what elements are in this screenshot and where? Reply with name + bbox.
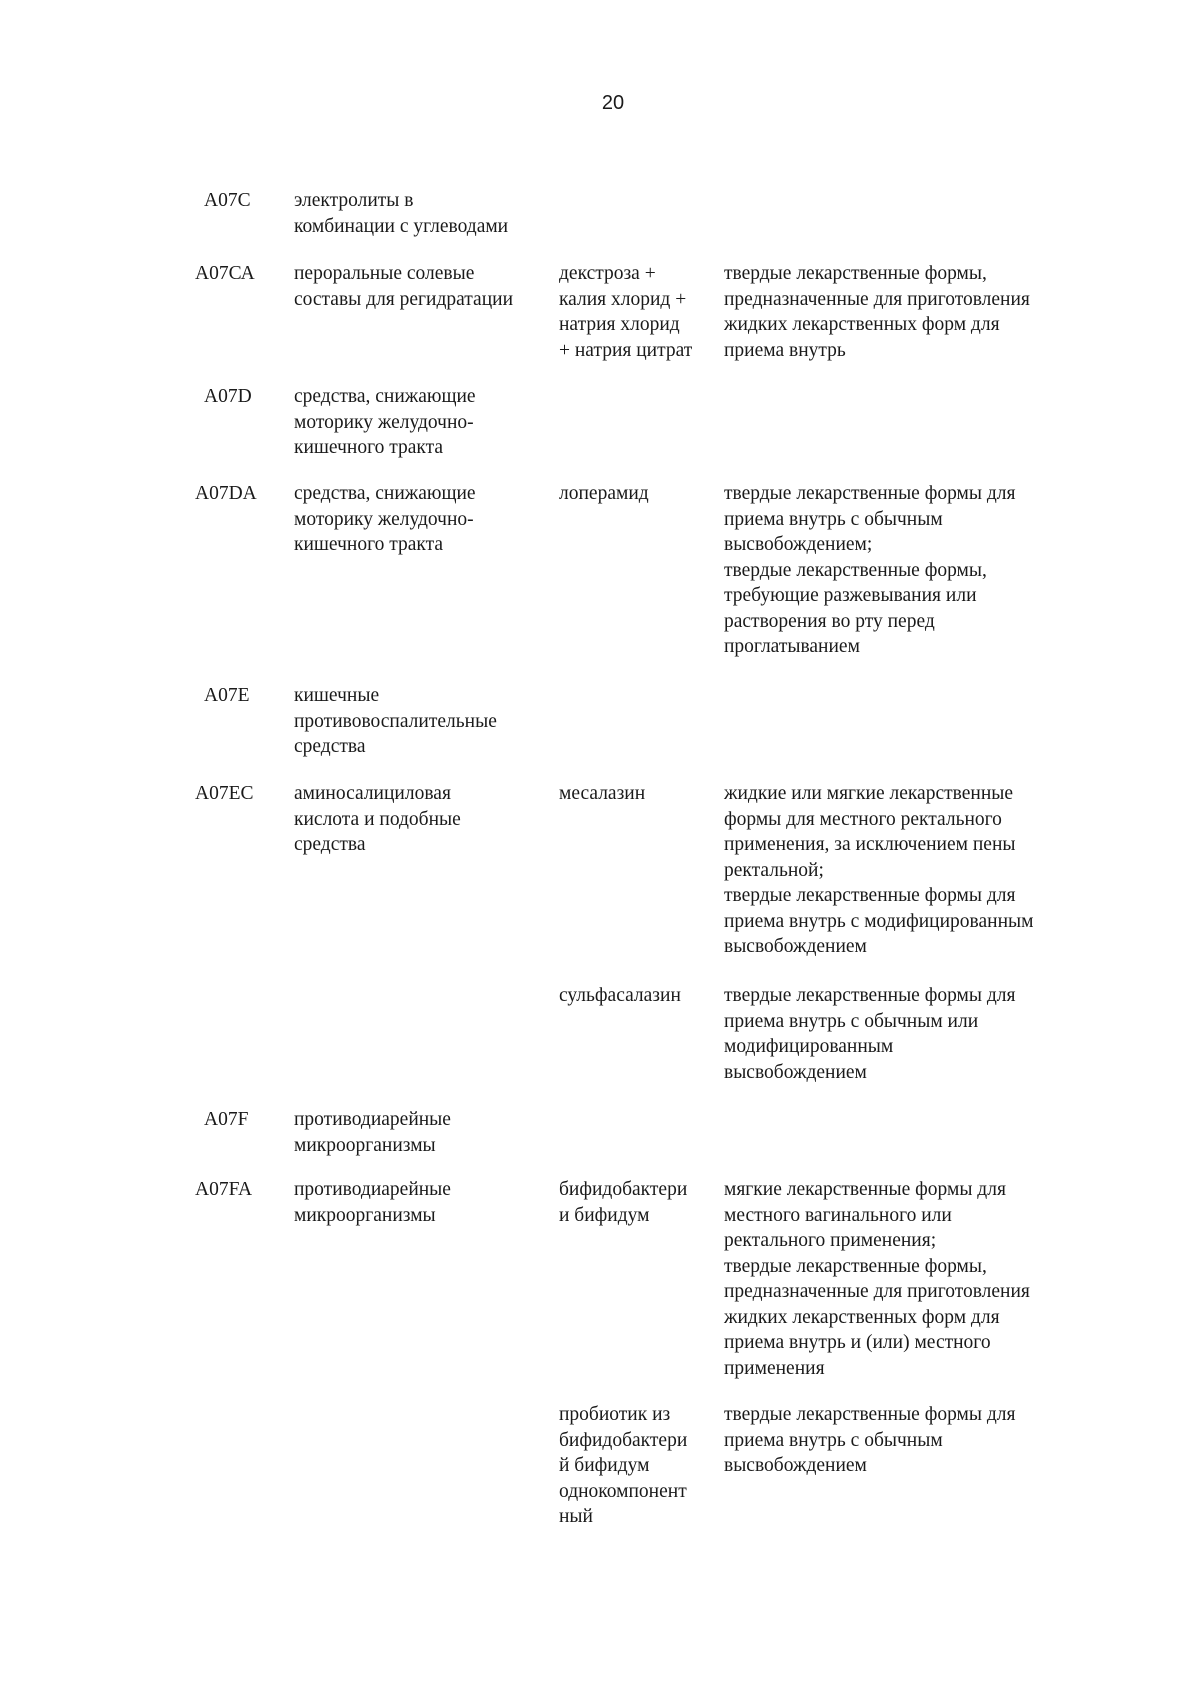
atc-group-name: аминосалициловая кислота и подобные средства — [294, 783, 461, 855]
atc-code: А07F — [204, 1109, 249, 1130]
drug-name: бифидобактери и бифидум — [559, 1179, 688, 1226]
dosage-form: твердые лекарственные формы для приема внутрь с обычным высвобождением — [724, 1404, 1016, 1476]
page-number: 20 — [601, 92, 625, 114]
dosage-form: твердые лекарственные формы для приема внутрь с обычным или модифицированным высвобождением — [724, 985, 1016, 1083]
atc-group-name: пероральные солевые составы для регидратации — [294, 263, 514, 310]
atc-group-name: кишечные противовоспалительные средства — [294, 685, 497, 757]
atc-code: А07СА — [195, 263, 255, 284]
atc-group-name: средства, снижающие моторику желудочно- кишечного тракта — [294, 386, 476, 458]
atc-code: А07DA — [195, 483, 257, 504]
atc-group-name: средства, снижающие моторику желудочно- кишечного тракта — [294, 483, 476, 555]
atc-code: А07ЕС — [195, 783, 254, 804]
atc-group-name: противодиарейные микроорганизмы — [294, 1179, 451, 1226]
drug-name: сульфасалазин — [559, 985, 681, 1006]
atc-group-name: электролиты в комбинации с углеводами — [294, 190, 509, 237]
atc-group-name: противодиарейные микроорганизмы — [294, 1109, 451, 1156]
dosage-form: твердые лекарственные формы для приема внутрь с обычным высвобождением; твердые лекарственные формы, требующие разжевывания или растворения во рту перед проглатыванием — [724, 483, 1016, 657]
dosage-form: мягкие лекарственные формы для местного вагинального или ректального применения; твердые лекарственные формы, предназначенные для приготовления жидких лекарственных форм для приема внутрь и (или) местного применения — [724, 1179, 1030, 1379]
atc-code: А07С — [204, 190, 251, 211]
drug-name: лоперамид — [559, 483, 649, 504]
dosage-form: жидкие или мягкие лекарственные формы для местного ректального применения, за исключением пены ректальной; твердые лекарственные формы для приема внутрь с модифицированным высвобождением — [724, 783, 1034, 957]
dosage-form: твердые лекарственные формы, предназначенные для приготовления жидких лекарственных форм для приема внутрь — [724, 263, 1030, 361]
drug-name: месалазин — [559, 783, 646, 804]
atc-code: А07D — [204, 386, 252, 407]
drug-name: пробиотик из бифидобактери й бифидум однокомпонент ный — [559, 1404, 688, 1527]
atc-code: А07FA — [195, 1179, 253, 1200]
drug-name: декстроза + калия хлорид + натрия хлорид + натрия цитрат — [559, 263, 693, 361]
atc-code: А07Е — [204, 685, 250, 706]
